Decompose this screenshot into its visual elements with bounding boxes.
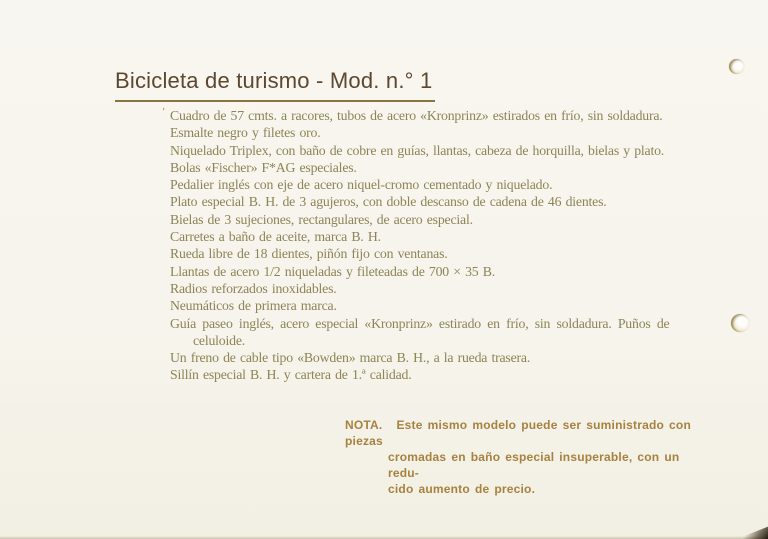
spec-line: Radios reforzados inoxidables. [170,280,337,296]
nota-text-line-2: cromadas en baño especial insuperable, con un redu- [388,450,680,480]
spec-line: Bolas «Fischer» F*AG especiales. [170,159,357,175]
spec-line: Niquelado Triplex, con baño de cobre en guías, llantas, cabeza de horquilla, bielas y plato. [170,142,665,158]
punch-hole-middle [731,314,749,332]
spec-list [170,107,710,384]
punch-hole-top [729,59,744,74]
spec-line: Cuadro de 57 cmts. a racores, tubos de acero «Kronprinz» estirados en frío, sin soldadura. [170,108,663,123]
nota-block [345,417,715,497]
spec-line: Neumáticos de primera marca. [170,298,337,314]
nota-first-line [345,417,715,449]
nota-label: NOTA. [345,418,383,432]
spec-line: Llantas de acero 1/2 niqueladas y fileteadas de 700 × 35 B. [170,263,495,279]
spec-line: Sillín especial B. H. y cartera de 1.ª calidad. [170,367,412,383]
spec-line: Rueda libre de 18 dientes, piñón fijo con ventanas. [170,246,448,262]
spec-line: Pedalier inglés con eje de acero niquel-cromo cementado y niquelado. [170,177,553,193]
spec-line: Esmalte negro y filetes oro. [170,125,321,141]
print-tick-mark: ' [160,105,166,119]
nota-text-line-3: cido aumento de precio. [388,482,536,496]
spec-line: celuloide. [193,332,246,348]
spec-line: Guía paseo inglés, acero especial «Kronprinz» estirado en frío, sin soldadura. Puños de [170,315,670,331]
page-title: Bicicleta de turismo - Mod. n.° 1 [115,68,435,102]
spec-line: Carretes a baño de aceite, marca B. H. [170,229,381,245]
spec-line: Plato especial B. H. de 3 agujeros, con doble descanso de cadena de 46 dientes. [170,194,607,210]
nota-text-line-1: Este mismo modelo puede ser suministrado con piezas [345,418,691,448]
spec-line: Bielas de 3 sujeciones, rectangulares, de acero especial. [170,211,473,227]
spec-line: Un freno de cable tipo «Bowden» marca B. H., a la rueda trasera. [170,350,531,366]
